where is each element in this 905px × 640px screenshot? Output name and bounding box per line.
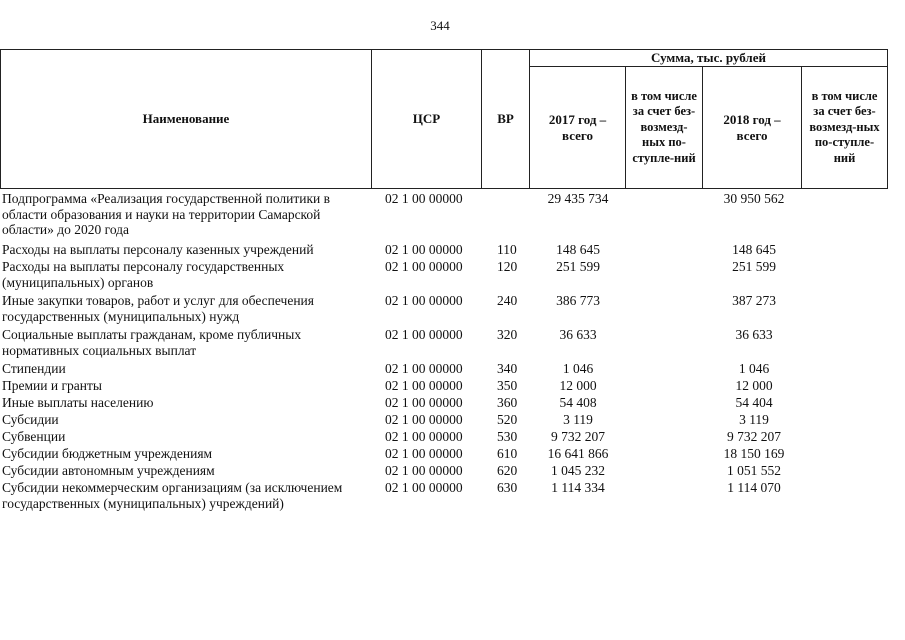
row-vr: 530 — [497, 429, 518, 444]
row-sum-2017: 3 119 — [563, 412, 593, 427]
row-sum-2018: 36 633 — [735, 327, 773, 342]
header-2017-total: 2017 год – всего — [530, 67, 626, 189]
row-sum-2017: 1 114 334 — [551, 480, 605, 495]
table-row — [0, 327, 905, 361]
row-name: Социальные выплаты гражданам, кроме публичных нормативных социальных выплат — [2, 327, 302, 358]
row-sum-2018: 1 051 552 — [727, 463, 781, 478]
row-name: Субвенции — [2, 429, 66, 444]
header-name: Наименование — [1, 50, 372, 189]
row-csr: 02 1 00 00000 — [385, 463, 463, 478]
table-row — [0, 293, 905, 327]
table-row — [0, 412, 905, 429]
row-vr: 350 — [497, 378, 518, 393]
row-name: Стипендии — [2, 361, 66, 376]
row-sum-2017: 1 046 — [562, 361, 594, 376]
row-vr: 120 — [497, 259, 518, 274]
row-name: Субсидии автономным учреждениям — [2, 463, 215, 478]
row-name: Субсидии бюджетным учреждениям — [2, 446, 213, 461]
table-row — [0, 429, 905, 446]
table-header — [0, 49, 888, 189]
row-vr: 340 — [497, 361, 518, 376]
row-sum-2017: 54 408 — [559, 395, 597, 410]
row-vr: 360 — [497, 395, 518, 410]
row-sum-2017: 16 641 866 — [547, 446, 609, 461]
row-name: Премии и гранты — [2, 378, 102, 393]
row-sum-2017: 148 645 — [556, 242, 600, 257]
table-row — [0, 361, 905, 378]
row-sum-2017: 251 599 — [556, 259, 600, 274]
row-sum-2018: 54 404 — [735, 395, 773, 410]
row-csr: 02 1 00 00000 — [385, 361, 463, 376]
row-sum-2018: 3 119 — [739, 412, 769, 427]
row-sum-2018: 1 046 — [738, 361, 770, 376]
row-sum-2017: 9 732 207 — [551, 429, 605, 444]
row-sum-2017: 1 045 232 — [551, 463, 605, 478]
row-sum-2018: 30 950 562 — [723, 191, 785, 206]
row-sum-2017: 29 435 734 — [547, 191, 609, 206]
row-sum-2017: 12 000 — [559, 378, 597, 393]
header-2018-total: 2018 год – всего — [703, 67, 802, 189]
row-vr: 610 — [497, 446, 518, 461]
row-vr: 630 — [497, 480, 518, 495]
row-csr: 02 1 00 00000 — [385, 327, 463, 342]
table-row — [0, 463, 905, 480]
header-2018-free: в том числе за счет без-возмезд-ных по-ступле-ний — [802, 67, 888, 189]
row-sum-2018: 1 114 070 — [727, 480, 781, 495]
row-vr: 110 — [497, 242, 517, 257]
row-name: Субсидии — [2, 412, 59, 427]
row-name: Субсидии некоммерческим организациям (за исключением государственных (муниципальных) учреждений) — [2, 480, 343, 511]
row-csr: 02 1 00 00000 — [385, 259, 463, 274]
table-row — [0, 480, 905, 531]
row-csr: 02 1 00 00000 — [385, 429, 463, 444]
row-name: Подпрограмма «Реализация государственной политики в области образования и науки на территории Самарской области» до 2020 года — [2, 191, 331, 237]
header-csr: ЦСР — [372, 50, 482, 189]
row-sum-2018: 148 645 — [732, 242, 776, 257]
row-csr: 02 1 00 00000 — [385, 293, 463, 308]
row-csr: 02 1 00 00000 — [385, 378, 463, 393]
table-body — [0, 191, 905, 531]
row-csr: 02 1 00 00000 — [385, 480, 463, 495]
header-2017-free: в том числе за счет без-возмезд-ных по-ступле-ний — [626, 67, 703, 189]
row-name: Иные закупки товаров, работ и услуг для обеспечения государственных (муниципальных) нужд — [2, 293, 314, 324]
table-row — [0, 446, 905, 463]
table-row — [0, 395, 905, 412]
row-name: Расходы на выплаты персоналу казенных учреждений — [2, 242, 314, 257]
row-csr: 02 1 00 00000 — [385, 395, 463, 410]
row-vr: 520 — [497, 412, 518, 427]
row-sum-2018: 387 273 — [732, 293, 776, 308]
row-sum-2017: 36 633 — [559, 327, 597, 342]
row-csr: 02 1 00 00000 — [385, 191, 463, 206]
row-sum-2017: 386 773 — [556, 293, 600, 308]
row-sum-2018: 12 000 — [735, 378, 773, 393]
row-sum-2018: 9 732 207 — [727, 429, 781, 444]
row-csr: 02 1 00 00000 — [385, 412, 463, 427]
header-sum: Сумма, тыс. рублей — [530, 50, 888, 67]
table-row — [0, 191, 905, 242]
row-name: Иные выплаты населению — [2, 395, 154, 410]
row-vr: 320 — [497, 327, 518, 342]
row-sum-2018: 18 150 169 — [723, 446, 785, 461]
table-row — [0, 378, 905, 395]
row-csr: 02 1 00 00000 — [385, 446, 463, 461]
row-sum-2018: 251 599 — [732, 259, 776, 274]
row-name: Расходы на выплаты персоналу государственных (муниципальных) органов — [2, 259, 285, 290]
table-row — [0, 259, 905, 293]
row-vr: 240 — [497, 293, 518, 308]
row-csr: 02 1 00 00000 — [385, 242, 463, 257]
table-row — [0, 242, 905, 259]
row-vr: 620 — [497, 463, 518, 478]
header-vr: ВР — [482, 50, 530, 189]
page-number: 344 — [430, 18, 450, 33]
